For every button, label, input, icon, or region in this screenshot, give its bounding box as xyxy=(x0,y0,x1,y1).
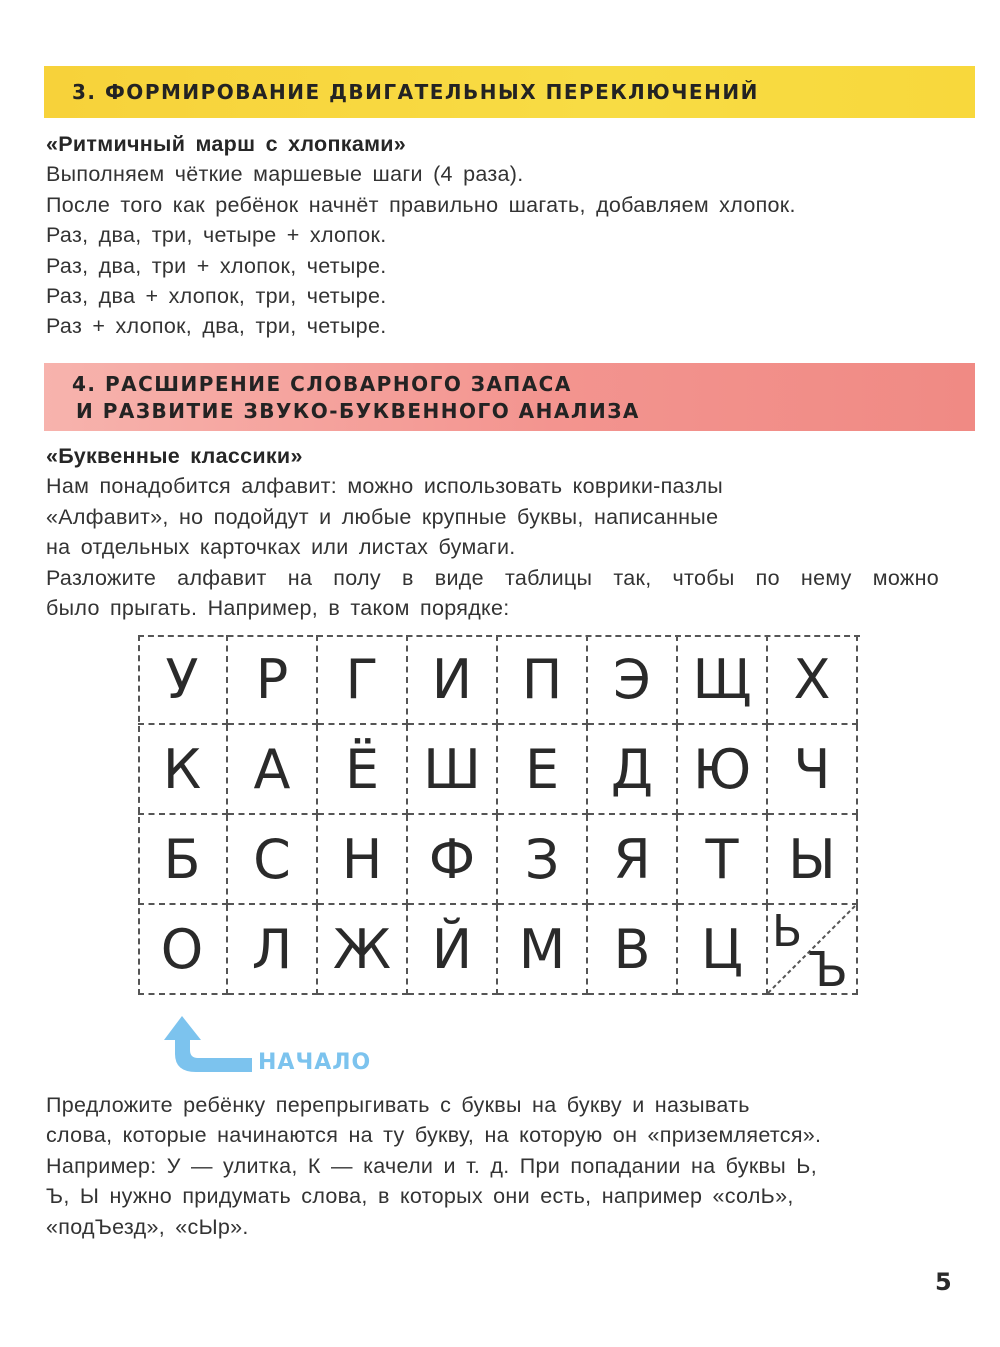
letter-cell: Н xyxy=(318,815,408,905)
letter-cell: Ф xyxy=(408,815,498,905)
text-line: на отдельных карточках или листах бумаги. xyxy=(46,535,516,560)
split-letter-cell xyxy=(768,905,858,998)
letter-cell: Э xyxy=(588,635,678,725)
letter-cell: В xyxy=(588,905,678,995)
page-number: 5 xyxy=(935,1268,952,1296)
letter-grid xyxy=(138,635,860,998)
text-line: Например: У — улитка, К — качели и т. д. При попадании на буквы Ь, xyxy=(46,1153,817,1178)
text-line: Разложите алфавит на полу в виде таблицы так, чтобы по нему можно xyxy=(46,565,939,590)
letter-cell: К xyxy=(138,725,228,815)
letter-cell: М xyxy=(498,905,588,995)
letter-cell: Ё xyxy=(318,725,408,815)
letter-cell: Ш xyxy=(408,725,498,815)
text-line: Раз, два, три, четыре + хлопок. xyxy=(46,223,387,248)
letter-cell: А xyxy=(228,725,318,815)
letter-cell: С xyxy=(228,815,318,905)
section3-text xyxy=(46,129,946,342)
hard-sign-letter: Ъ xyxy=(808,942,848,998)
letter-cell: Щ xyxy=(678,635,768,725)
letter-cell: Б xyxy=(138,815,228,905)
text-line: «подЪезд», «сЫр». xyxy=(46,1214,249,1239)
letter-cell: У xyxy=(138,635,228,725)
text-line: Предложите ребёнку перепрыгивать с буквы на букву и называть xyxy=(46,1093,750,1117)
letter-cell: Е xyxy=(498,725,588,815)
closing-text xyxy=(46,1090,946,1242)
letter-cell: Х xyxy=(768,635,858,725)
text-line: Раз, два, три + хлопок, четыре. xyxy=(46,253,387,278)
start-label: НАЧАЛО xyxy=(258,1050,372,1075)
text-line: Ъ, Ы нужно придумать слова, в которых они есть, например «солЬ», xyxy=(46,1184,794,1209)
exercise-title: «Буквенные классики» xyxy=(46,444,303,468)
letter-cell: Л xyxy=(228,905,318,995)
curved-arrow-icon xyxy=(160,1010,256,1080)
section4-title-line1: 4. РАСШИРЕНИЕ СЛОВАРНОГО ЗАПАСА xyxy=(72,372,572,396)
letter-cell: П xyxy=(498,635,588,725)
letter-cell: Т xyxy=(678,815,768,905)
letter-cell: Ц xyxy=(678,905,768,995)
letter-cell: Я xyxy=(588,815,678,905)
letter-cell: И xyxy=(408,635,498,725)
section4-text xyxy=(46,441,946,623)
section3-title: 3. ФОРМИРОВАНИЕ ДВИГАТЕЛЬНЫХ ПЕРЕКЛЮЧЕНИЙ xyxy=(44,66,975,118)
text-line: После того как ребёнок начнёт правильно шагать, добавляем хлопок. xyxy=(46,192,796,217)
text-line: Раз + хлопок, два, три, четыре. xyxy=(46,314,387,339)
letter-cell: З xyxy=(498,815,588,905)
letter-cell: Ч xyxy=(768,725,858,815)
text-line: Раз, два + хлопок, три, четыре. xyxy=(46,284,387,309)
text-line: Нам понадобится алфавит: можно использовать коврики-пазлы xyxy=(46,474,724,499)
letter-cell: Ю xyxy=(678,725,768,815)
letter-cell: Й xyxy=(408,905,498,995)
section4-title xyxy=(44,363,975,431)
text-line: Выполняем чёткие маршевые шаги (4 раза). xyxy=(46,162,524,187)
soft-sign-letter: Ь xyxy=(772,906,803,957)
letter-cell: Д xyxy=(588,725,678,815)
letter-cell: Г xyxy=(318,635,408,725)
text-line: слова, которые начинаются на ту букву, на которую он «приземляется». xyxy=(46,1123,822,1148)
letter-cell: Ы xyxy=(768,815,858,905)
letter-cell: Ж xyxy=(318,905,408,995)
text-line: было прыгать. Например, в таком порядке: xyxy=(46,596,510,621)
section4-title-line2: И РАЗВИТИЕ ЗВУКО-БУКВЕННОГО АНАЛИЗА xyxy=(76,399,640,423)
exercise-title: «Ритмичный марш с хлопками» xyxy=(46,132,407,156)
text-line: «Алфавит», но подойдут и любые крупные буквы, написанные xyxy=(46,504,719,529)
letter-cell: Р xyxy=(228,635,318,725)
letter-cell: О xyxy=(138,905,228,995)
